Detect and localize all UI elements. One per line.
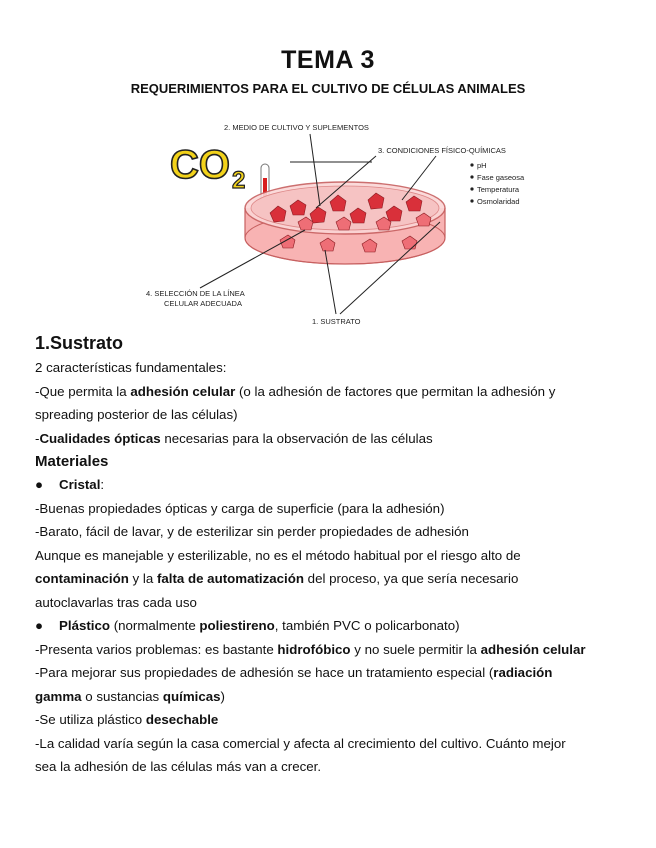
- co2-logo: CO: [170, 143, 230, 187]
- bold-term: desechable: [145, 712, 219, 727]
- bold-term: adhesión celular: [480, 641, 586, 657]
- bullet-dot-icon: ●: [35, 618, 44, 633]
- text-line: sea la adhesión de las células más van a crecer.: [35, 759, 322, 774]
- text-run: o sustancias: [81, 688, 163, 704]
- text-run: (normalmente: [110, 618, 200, 633]
- text-run: ): [220, 688, 225, 704]
- bold-term: químicas: [162, 688, 221, 704]
- text-line: -La calidad varía según la casa comercial y afecta al crecimiento del cultivo. Cuánto mejor: [35, 735, 566, 751]
- bold-term: Cristal: [59, 477, 101, 492]
- paragraph-optical: [35, 427, 635, 451]
- co2-subscript: 2: [232, 167, 246, 194]
- text-line: [35, 708, 635, 732]
- text-line: Aunque es manejable y esterilizable, no es el método habitual por el riesgo alto de: [35, 547, 521, 563]
- diagram-svg: [140, 118, 560, 330]
- text-line: [35, 638, 635, 662]
- document-body: [35, 330, 635, 779]
- text-line: -Buenas propiedades ópticas y carga de superficie (para la adhesión): [35, 500, 445, 516]
- bold-term: contaminación: [35, 571, 129, 586]
- bold-term: adhesión celular: [130, 383, 236, 399]
- section-heading-materiales: Materiales: [35, 453, 109, 470]
- bullet-plastico: [35, 614, 635, 638]
- label-condiciones: 3. CONDICIONES FÍSICO-QUÍMICAS: [378, 146, 506, 155]
- cell-culture-diagram: [140, 118, 560, 330]
- bold-term: gamma: [35, 688, 82, 704]
- text-run: y no suele permitir la: [350, 641, 481, 657]
- condiciones-item: Temperatura: [477, 185, 520, 194]
- bold-term: radiación: [493, 665, 553, 680]
- condiciones-list: [470, 161, 525, 206]
- text-line: autoclavarlas tras cada uso: [35, 594, 197, 610]
- bold-term: Cualidades ópticas: [39, 430, 161, 446]
- intro-text: 2 características fundamentales:: [35, 360, 227, 375]
- text-run: -Se utiliza plástico: [35, 712, 146, 727]
- bold-term: hidrofóbico: [277, 641, 351, 657]
- text-run: (o la adhesión de factores que permitan la adhesión y: [235, 383, 556, 399]
- condiciones-item: Osmolaridad: [477, 197, 520, 206]
- text-line: [35, 567, 635, 591]
- text-run: -Que permita la: [35, 383, 131, 399]
- label-sustrato: 1. SUSTRATO: [312, 317, 361, 326]
- text-line: -Barato, fácil de lavar, y de esterilizar sin perder propiedades de adhesión: [35, 524, 469, 539]
- condiciones-item: pH: [477, 161, 487, 170]
- page-subtitle: REQUERIMIENTOS PARA EL CULTIVO DE CÉLULAS ANIMALES: [130, 81, 526, 96]
- text-line: [35, 685, 635, 709]
- paragraph-adhesion: [35, 380, 635, 404]
- paragraph-adhesion-cont: spreading posterior de las células): [35, 407, 238, 422]
- text-run: :: [100, 477, 105, 492]
- label-seleccion-line2: CELULAR ADECUADA: [164, 299, 242, 308]
- text-run: , también PVC o policarbonato): [274, 618, 460, 633]
- label-medio-cultivo: 2. MEDIO DE CULTIVO Y SUPLEMENTOS: [224, 123, 369, 132]
- text-run: del proceso, ya que sería necesario: [303, 571, 519, 586]
- bullet-cristal: [35, 473, 635, 497]
- text-line: [35, 661, 635, 685]
- bullet-dot-icon: ●: [35, 477, 44, 492]
- label-seleccion-line1: 4. SELECCIÓN DE LA LÍNEA: [146, 289, 245, 298]
- text-run: y la: [128, 571, 157, 586]
- bold-term: poliestireno: [199, 618, 275, 633]
- section-heading-sustrato: 1.Sustrato: [35, 333, 124, 353]
- text-run: necesarias para la observación de las células: [160, 430, 433, 446]
- page-title: TEMA 3: [281, 46, 375, 74]
- bold-term: falta de automatización: [156, 571, 304, 586]
- text-run: -: [35, 430, 40, 446]
- bold-term: Plástico: [59, 618, 110, 633]
- text-run: -Presenta varios problemas: es bastante: [35, 641, 278, 657]
- text-run: -Para mejorar sus propiedades de adhesión se hace un tratamiento especial (: [35, 665, 494, 680]
- condiciones-item: Fase gaseosa: [477, 173, 525, 182]
